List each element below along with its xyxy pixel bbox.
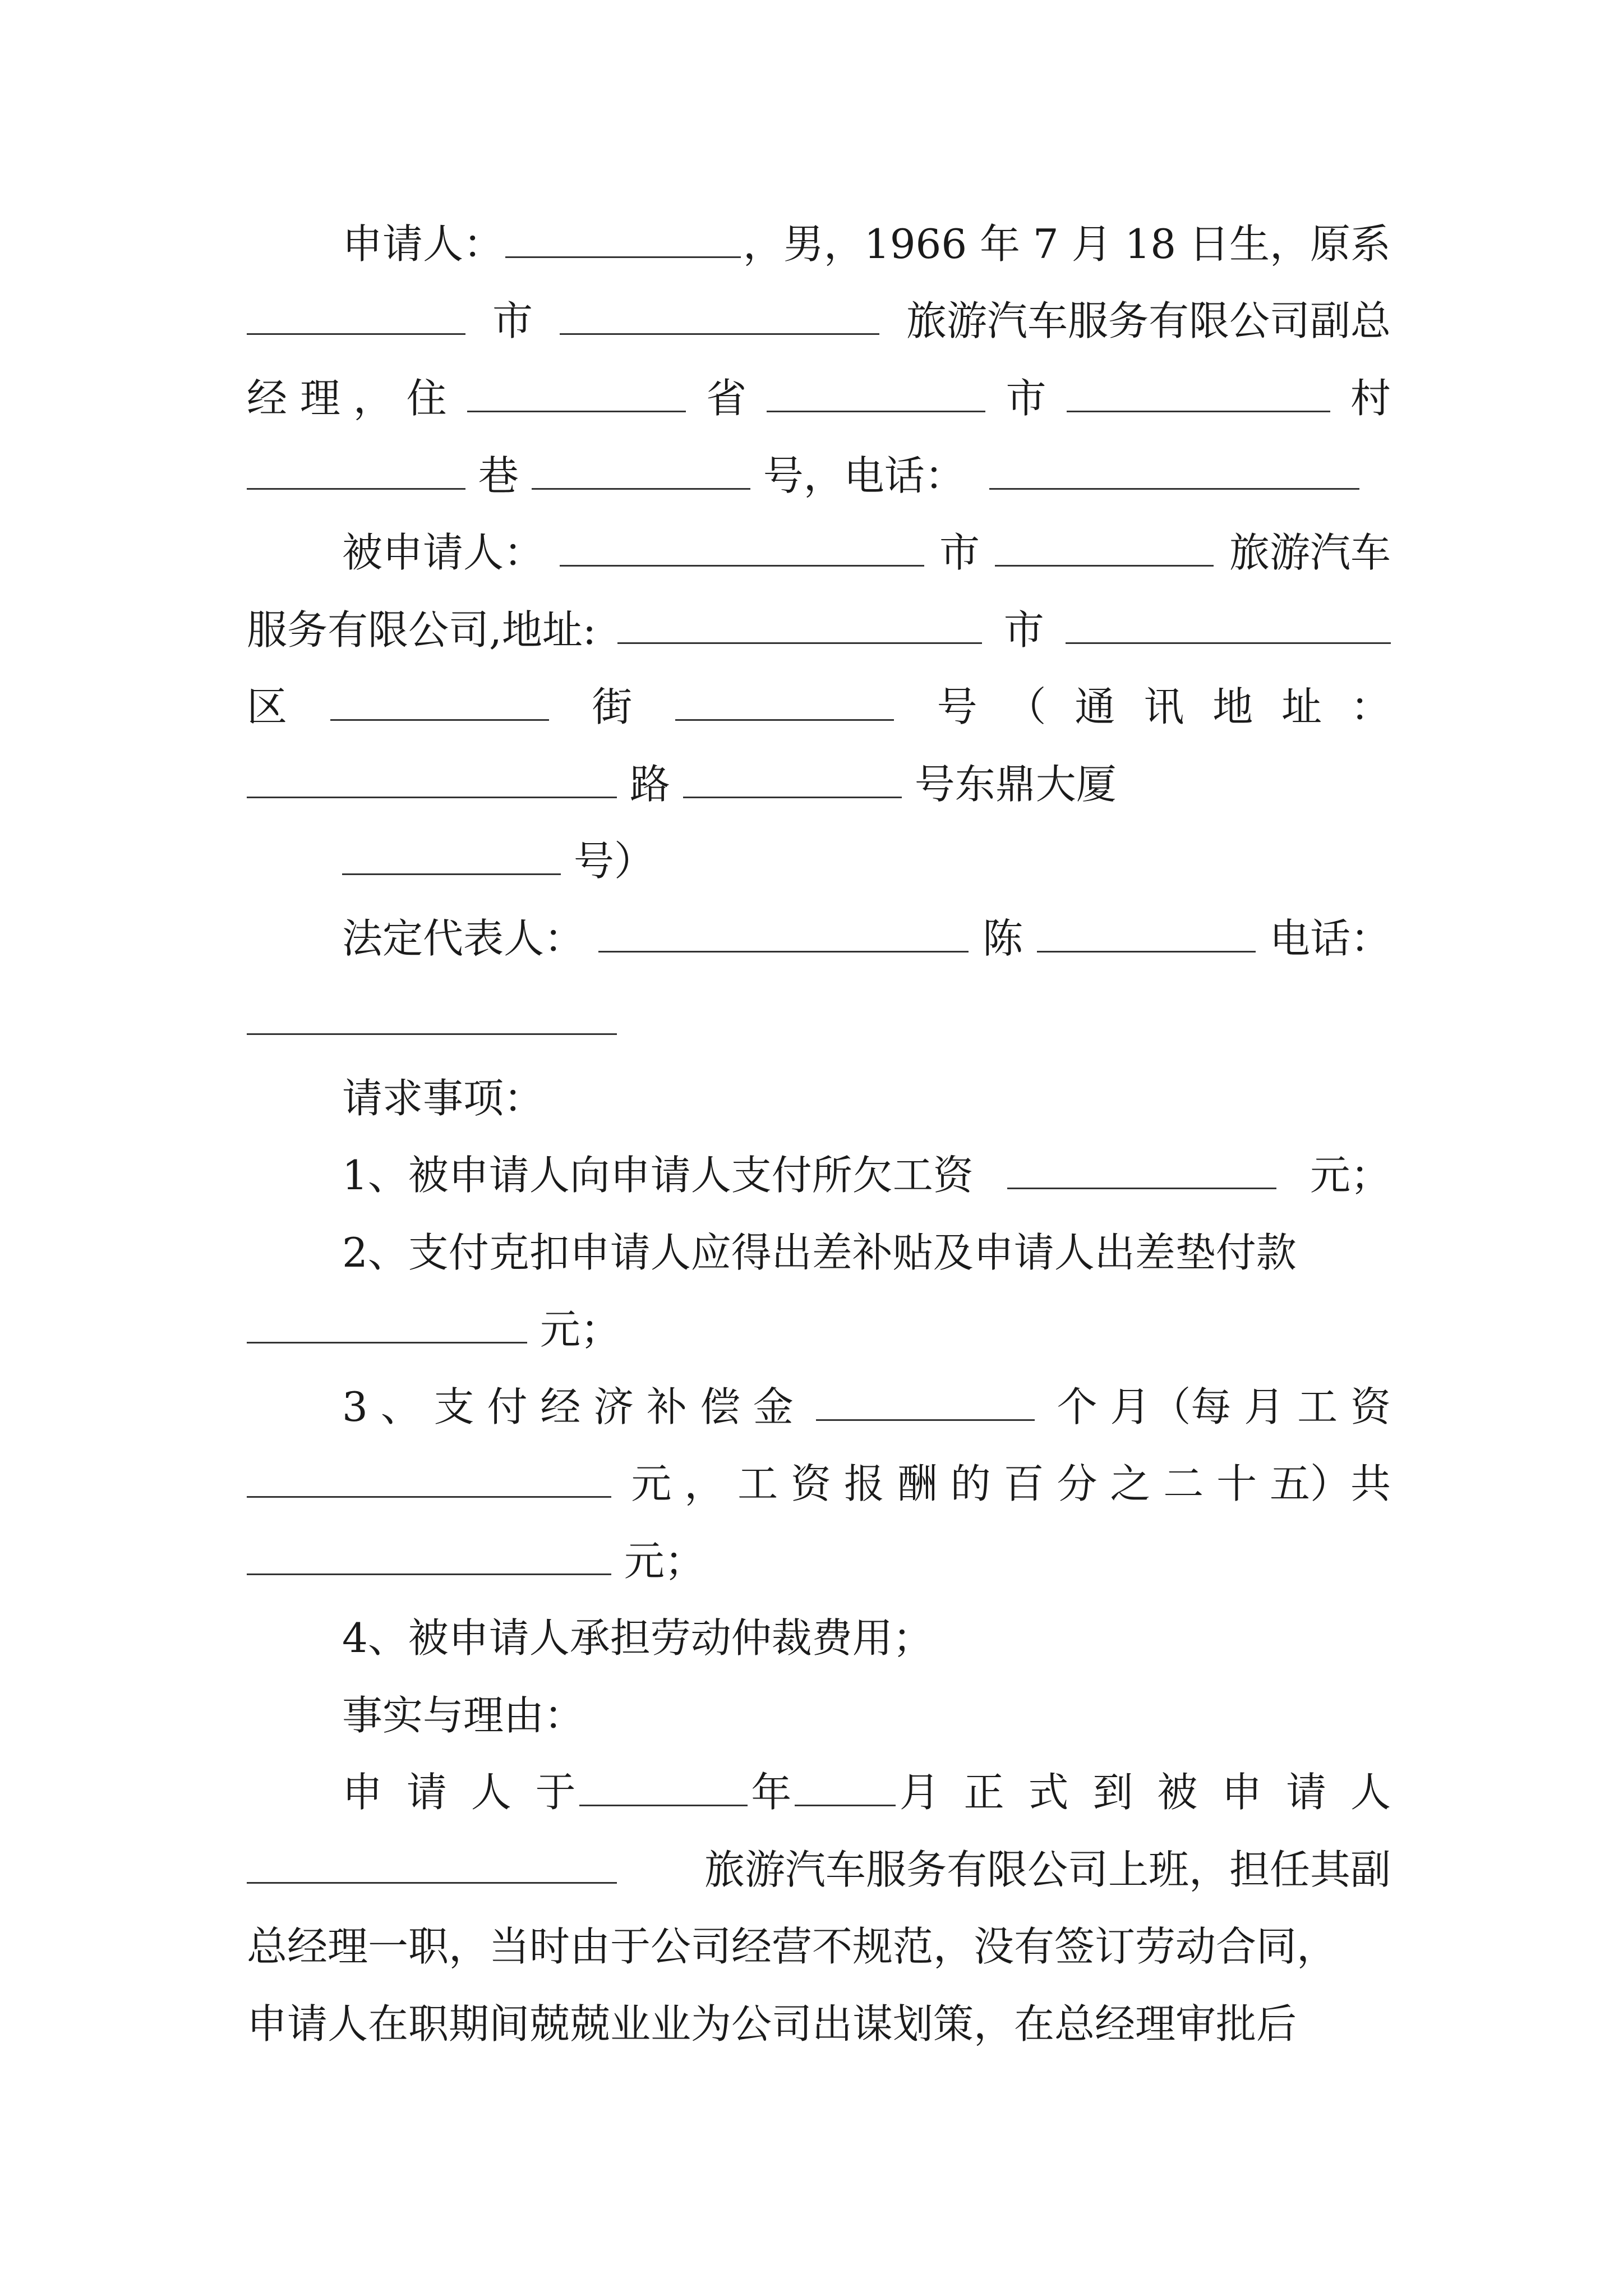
claim-2-text: 2、支付克扣申请人应得出差补贴及申请人出差垫付款 [342, 1229, 1297, 1276]
facts-heading: 事实与理由： [342, 1692, 585, 1739]
respondent-building-num-blank [683, 763, 902, 798]
facts-year-blank [579, 1771, 748, 1806]
respondent-company-rest: 服务有限公司,地址: [247, 606, 597, 654]
applicant-line-2 [247, 287, 1391, 355]
respondent-city: 市 [939, 529, 980, 576]
applicant-lane: 巷 [478, 452, 519, 499]
respondent-city-blank [560, 531, 924, 567]
facts-p1-line3: 总经理一职，当时由于公司经营不规范，没有签订劳动合同， [247, 1923, 1338, 1970]
respondent-line-5 [247, 827, 1391, 895]
respondent-road: 路 [629, 761, 670, 808]
facts-p1-year: 年 [751, 1769, 792, 1816]
respondent-addr-city: 市 [1003, 606, 1044, 654]
claim-3-months: 个 月（每 月 工 资 [1057, 1383, 1391, 1430]
respondent-road-blank [247, 763, 617, 798]
applicant-village-name-blank [247, 454, 465, 490]
claim-3-line-1 [247, 1373, 1391, 1441]
respondent-number-comm: 号 （ 通 讯 地 址 ： [937, 683, 1391, 730]
claim-3-total-blank [247, 1540, 611, 1575]
applicant-name-blank [505, 223, 741, 258]
claim-1-line [247, 1142, 1391, 1209]
claim-2-amount-blank [247, 1308, 527, 1343]
claim-4-text: 4、被申请人承担劳动仲裁费用； [342, 1614, 933, 1662]
applicant-province: 省 [706, 375, 747, 422]
facts-heading-line [247, 1682, 1391, 1749]
claim-1-amount-blank [1007, 1154, 1276, 1189]
claim-1-text: 1、被申请人向申请人支付所欠工资 [342, 1152, 974, 1199]
respondent-line-3 [247, 673, 1391, 740]
applicant-city-blank [247, 300, 465, 335]
applicant-province-blank [467, 377, 686, 412]
claim-3-unit: 元； [624, 1538, 705, 1585]
claim-2-unit: 元； [540, 1306, 621, 1353]
claims-heading-line [247, 1065, 1391, 1132]
applicant-city-word: 市 [492, 297, 533, 344]
facts-p1-start: 申 请 人 于 [342, 1769, 576, 1816]
applicant-company-suffix: 旅游汽车服务有限公司副总 [906, 297, 1391, 344]
respondent-street-blank [330, 685, 549, 721]
legal-rep-label: 法定代表人： [342, 915, 585, 962]
legal-rep-phone-line [247, 987, 1391, 1055]
facts-line-3 [247, 1913, 1391, 1980]
facts-line-1 [247, 1759, 1391, 1826]
respondent-addr-city-blank [617, 609, 982, 644]
applicant-lane-blank [532, 454, 750, 490]
applicant-line-1 [247, 210, 1391, 278]
facts-p1-month: 月 正 式 到 被 申 请 人 [899, 1769, 1391, 1816]
applicant-phone-blank [989, 454, 1359, 490]
respondent-room: 号） [573, 838, 654, 885]
claim-1-unit: 元； [1310, 1152, 1391, 1199]
legal-rep-line [247, 905, 1391, 972]
legal-rep-blank [598, 917, 969, 953]
facts-p1-company: 旅游汽车服务有限公司上班，担任其副 [704, 1846, 1391, 1893]
claims-heading: 请求事项： [342, 1075, 545, 1122]
respondent-line-4 [247, 751, 1391, 818]
applicant-gender-birth: ，男，1966 年 7 月 18 日生，原系 [743, 220, 1391, 268]
respondent-room-blank [342, 840, 561, 875]
claim-2-line [247, 1219, 1391, 1286]
respondent-street: 街 [592, 683, 633, 730]
facts-line-4 [247, 1990, 1391, 2058]
respondent-building: 号东鼎大厦 [914, 761, 1117, 808]
facts-line-2 [247, 1836, 1391, 1903]
applicant-citylive-blank [767, 377, 985, 412]
claim-3-months-blank [816, 1386, 1035, 1421]
legal-rep-phone-blank [247, 1000, 617, 1035]
facts-month-blank [795, 1771, 896, 1806]
facts-company-blank [247, 1848, 617, 1884]
facts-p1-line4: 申请人在职期间兢兢业业为公司出谋划策，在总经理审批后 [247, 2000, 1297, 2047]
claim-3-mid: 元 ， 工 资 报 酬 的 百 分 之 二 十 五）共 [631, 1460, 1391, 1507]
legal-rep-phone-label: 电话： [1269, 915, 1391, 962]
applicant-company-blank [560, 300, 879, 335]
claim-2-amount-line [247, 1296, 1391, 1363]
respondent-number-blank [675, 685, 894, 721]
respondent-label: 被申请人： [342, 529, 545, 576]
applicant-job-prefix: 经 理 ， 住 [247, 375, 447, 422]
claim-3-line-2 [247, 1450, 1391, 1517]
applicant-label: 申请人： [342, 220, 504, 268]
respondent-district-blank [1066, 609, 1391, 644]
claim-3-prefix: 3 、 支 付 经 济 补 偿 金 [342, 1383, 794, 1430]
applicant-line-4 [247, 442, 1391, 509]
applicant-village: 村 [1350, 375, 1391, 422]
applicant-village-blank [1067, 377, 1330, 412]
applicant-city: 市 [1006, 375, 1046, 422]
claim-3-line-3 [247, 1527, 1391, 1595]
claim-4-line [247, 1604, 1391, 1672]
legal-rep-name-blank [1037, 917, 1256, 953]
claim-3-wage-blank [247, 1462, 611, 1498]
applicant-number-phone: 号，电话： [763, 452, 965, 499]
respondent-district: 区 [247, 683, 288, 730]
respondent-line-2 [247, 596, 1391, 664]
applicant-line-3 [247, 365, 1391, 432]
legal-rep-name: 陈 [982, 915, 1023, 962]
respondent-company-part: 旅游汽车 [1229, 529, 1391, 576]
respondent-company-blank [995, 531, 1214, 567]
respondent-line-1 [247, 519, 1391, 586]
